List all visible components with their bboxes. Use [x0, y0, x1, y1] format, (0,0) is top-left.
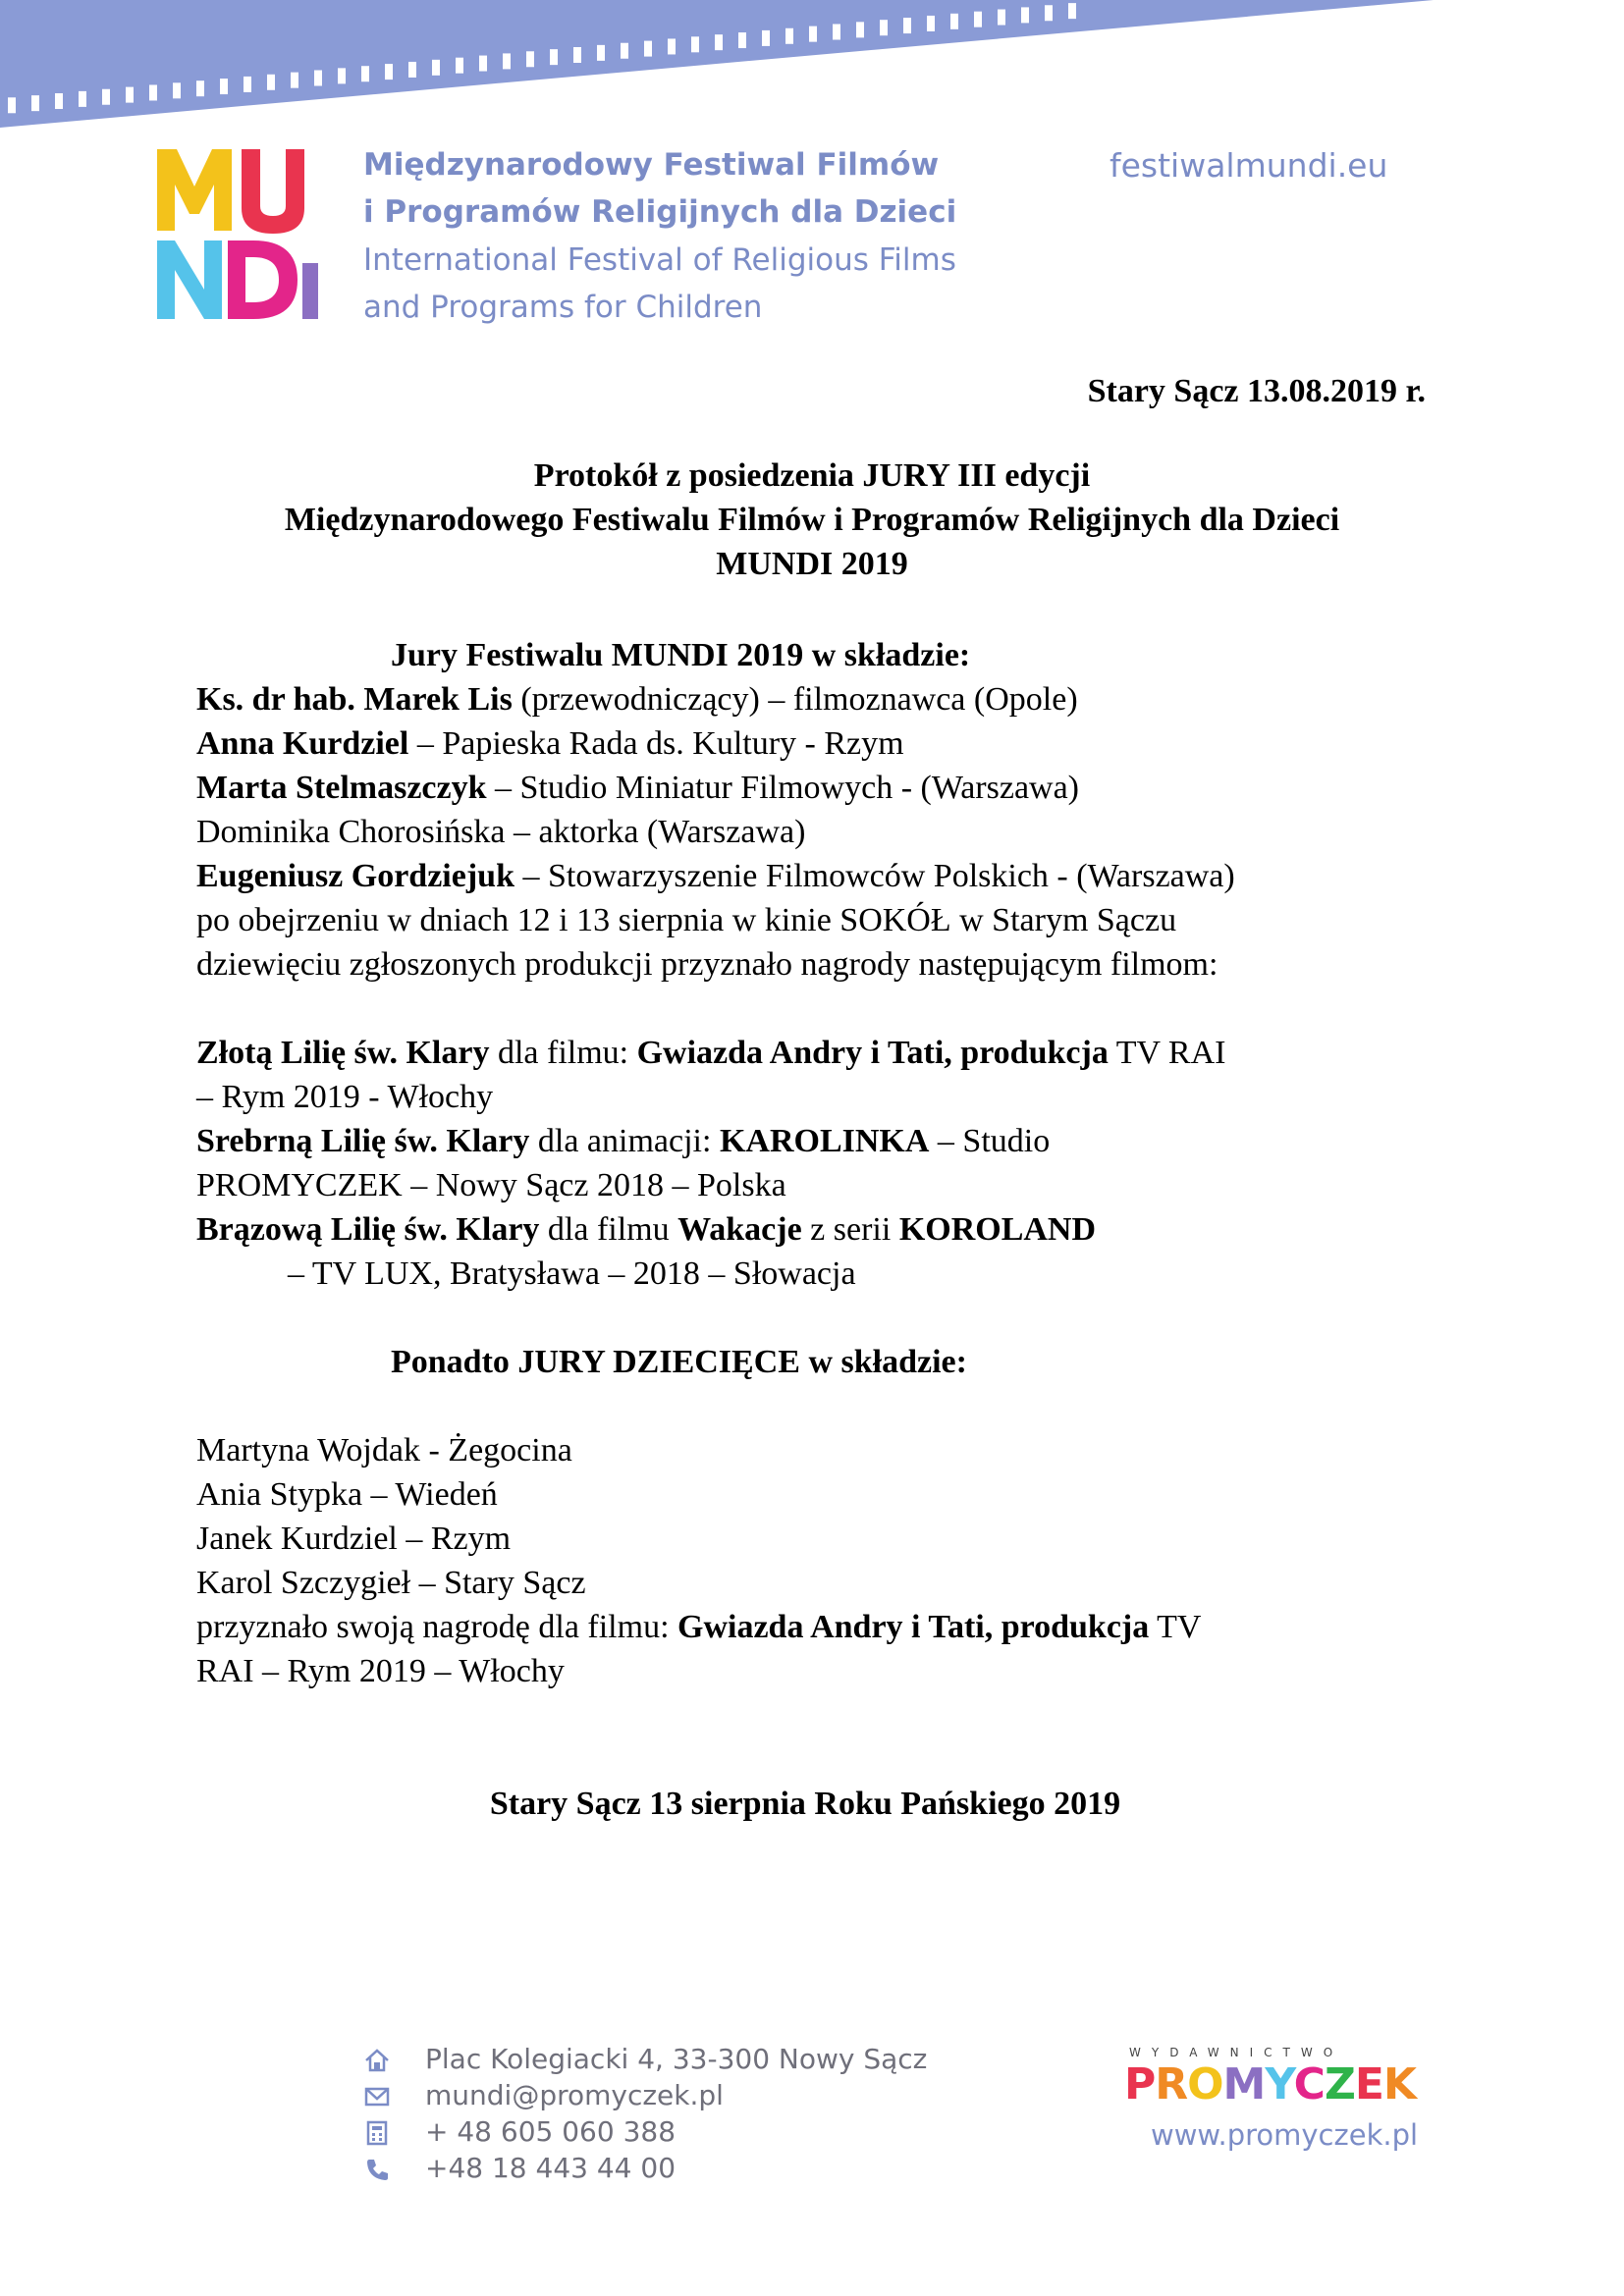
- film-perforation: [668, 38, 676, 54]
- footer-phone: +48 18 443 44 00: [425, 2152, 677, 2184]
- film-perforation: [644, 41, 652, 57]
- film-perforation: [856, 22, 864, 37]
- footer-address: Plac Kolegiacki 4, 33-300 Nowy Sącz: [425, 2043, 928, 2075]
- mail-icon: [363, 2083, 391, 2110]
- film-perforation: [950, 14, 958, 29]
- film-perforation: [1021, 7, 1029, 23]
- phone-icon: [363, 2156, 391, 2183]
- film-perforation: [102, 89, 110, 105]
- film-perforation: [503, 53, 511, 69]
- jury-member: Eugeniusz Gordziejuk – Stowarzyszenie Filmowców Polskich - (Warszawa): [196, 858, 1235, 894]
- film-perforation: [927, 16, 935, 31]
- film-perforation: [456, 58, 463, 74]
- film-perforation: [8, 97, 16, 113]
- film-perforation: [738, 32, 746, 48]
- film-perforation: [291, 73, 298, 88]
- promyczek-logo: [1124, 2057, 1417, 2109]
- title-line2: Międzynarodowego Festiwalu Filmów i Programów Religijnych dla Dzieci: [284, 502, 1340, 538]
- mundi-logo: [155, 147, 322, 324]
- child-jury-member: Martyna Wojdak - Żegocina: [196, 1432, 572, 1468]
- film-perforation: [361, 66, 369, 81]
- film-perforation: [479, 56, 487, 72]
- award-bronze-line2: – TV LUX, Bratysława – 2018 – Słowacja: [288, 1255, 856, 1292]
- jury-summary-line1: po obejrzeniu w dniach 12 i 13 sierpnia w kinie SOKÓŁ w Starym Sączu: [196, 902, 1177, 938]
- film-perforation: [550, 49, 558, 65]
- film-perforation: [974, 12, 982, 27]
- header-banner: [0, 0, 1624, 167]
- publisher-label: WYDAWNICTWO: [1129, 2046, 1344, 2059]
- film-perforation: [173, 82, 181, 98]
- film-perforation: [1068, 3, 1076, 19]
- film-perforation: [573, 47, 581, 63]
- jury-member: Ks. dr hab. Marek Lis (przewodniczący) – filmoznawca (Opole): [196, 681, 1078, 718]
- jury-member: Anna Kurdziel – Papieska Rada ds. Kultury - Rzym: [196, 725, 904, 762]
- film-perforation: [998, 10, 1005, 26]
- film-perforation: [314, 71, 322, 86]
- film-perforation: [715, 34, 723, 50]
- closing-line: Stary Sącz 13 sierpnia Roku Pańskiego 2019: [489, 1786, 1121, 1822]
- film-perforation: [385, 64, 393, 80]
- film-perforation: [408, 62, 416, 78]
- child-jury-member: Karol Szczygieł – Stary Sącz: [196, 1565, 586, 1601]
- jury-member: Marta Stelmaszczyk – Studio Miniatur Filmowych - (Warszawa): [196, 770, 1079, 806]
- film-perforation: [220, 79, 228, 94]
- award-gold: Złotą Lilię św. Klary dla filmu: Gwiazda Andry i Tati, produkcja TV RAI: [196, 1035, 1226, 1071]
- film-perforation: [833, 24, 840, 39]
- film-perforation: [31, 95, 39, 111]
- home-icon: [363, 2047, 391, 2074]
- film-perforation: [149, 84, 157, 100]
- festival-name-en-line1: International Festival of Religious Films: [363, 242, 956, 278]
- film-perforation: [267, 75, 275, 90]
- jury-heading: Jury Festiwalu MUNDI 2019 w składzie:: [391, 637, 971, 673]
- film-perforation: [785, 28, 793, 44]
- child-jury-member: Janek Kurdziel – Rzym: [196, 1521, 512, 1557]
- award-silver-line2: PROMYCZEK – Nowy Sącz 2018 – Polska: [196, 1167, 786, 1203]
- film-perforation: [903, 18, 911, 33]
- publisher-website-link[interactable]: www.promyczek.pl: [1151, 2118, 1419, 2152]
- fax-icon: [363, 2119, 391, 2147]
- footer-email-link[interactable]: mundi@promyczek.pl: [425, 2079, 724, 2111]
- child-jury-member: Ania Stypka – Wiedeń: [196, 1476, 498, 1513]
- children-award-line2: RAI – Rym 2019 – Włochy: [196, 1653, 565, 1689]
- festival-name-en-line2: and Programs for Children: [363, 290, 763, 325]
- film-perforation: [809, 27, 817, 42]
- festival-name-pl-line2: i Programów Religijnych dla Dzieci: [363, 194, 957, 230]
- film-perforation: [126, 87, 134, 103]
- date-line: Stary Sącz 13.08.2019 r.: [1087, 373, 1426, 409]
- film-perforation: [691, 36, 699, 52]
- film-perforation: [432, 60, 440, 76]
- film-perforation: [762, 30, 770, 46]
- jury-member: Dominika Chorosińska – aktorka (Warszawa): [196, 814, 806, 850]
- title-line1: Protokół z posiedzenia JURY III edycji: [533, 457, 1091, 494]
- footer-fax: + 48 605 060 388: [425, 2115, 677, 2148]
- film-perforation: [244, 77, 251, 92]
- film-perforation: [597, 45, 605, 61]
- film-perforation: [1045, 5, 1053, 21]
- award-bronze: Brązową Lilię św. Klary dla filmu Wakacje z serii KOROLAND: [196, 1211, 1097, 1248]
- festival-name-pl-line1: Międzynarodowy Festiwal Filmów: [363, 147, 940, 183]
- children-jury-heading: Ponadto JURY DZIECIĘCE w składzie:: [391, 1344, 967, 1380]
- film-perforation: [196, 80, 204, 96]
- film-perforation: [880, 20, 888, 35]
- film-perforation: [338, 68, 346, 83]
- film-perforation: [55, 93, 63, 109]
- film-perforation: [79, 91, 86, 107]
- jury-summary-line2: dziewięciu zgłoszonych produkcji przyznało nagrody następującym filmom:: [196, 946, 1218, 983]
- title-line3: MUNDI 2019: [716, 546, 908, 582]
- award-gold-line2: – Rym 2019 - Włochy: [196, 1079, 494, 1115]
- film-perforation: [526, 51, 534, 67]
- award-silver: Srebrną Lilię św. Klary dla animacji: KAROLINKA – Studio: [196, 1123, 1051, 1159]
- children-award: przyznało swoją nagrodę dla filmu: Gwiazda Andry i Tati, produkcja TV: [196, 1609, 1202, 1645]
- film-perforation: [621, 43, 628, 59]
- festival-website-link[interactable]: festiwalmundi.eu: [1110, 146, 1388, 185]
- svg-text:PROMYCZEK: PROMYCZEK: [1124, 2059, 1417, 2109]
